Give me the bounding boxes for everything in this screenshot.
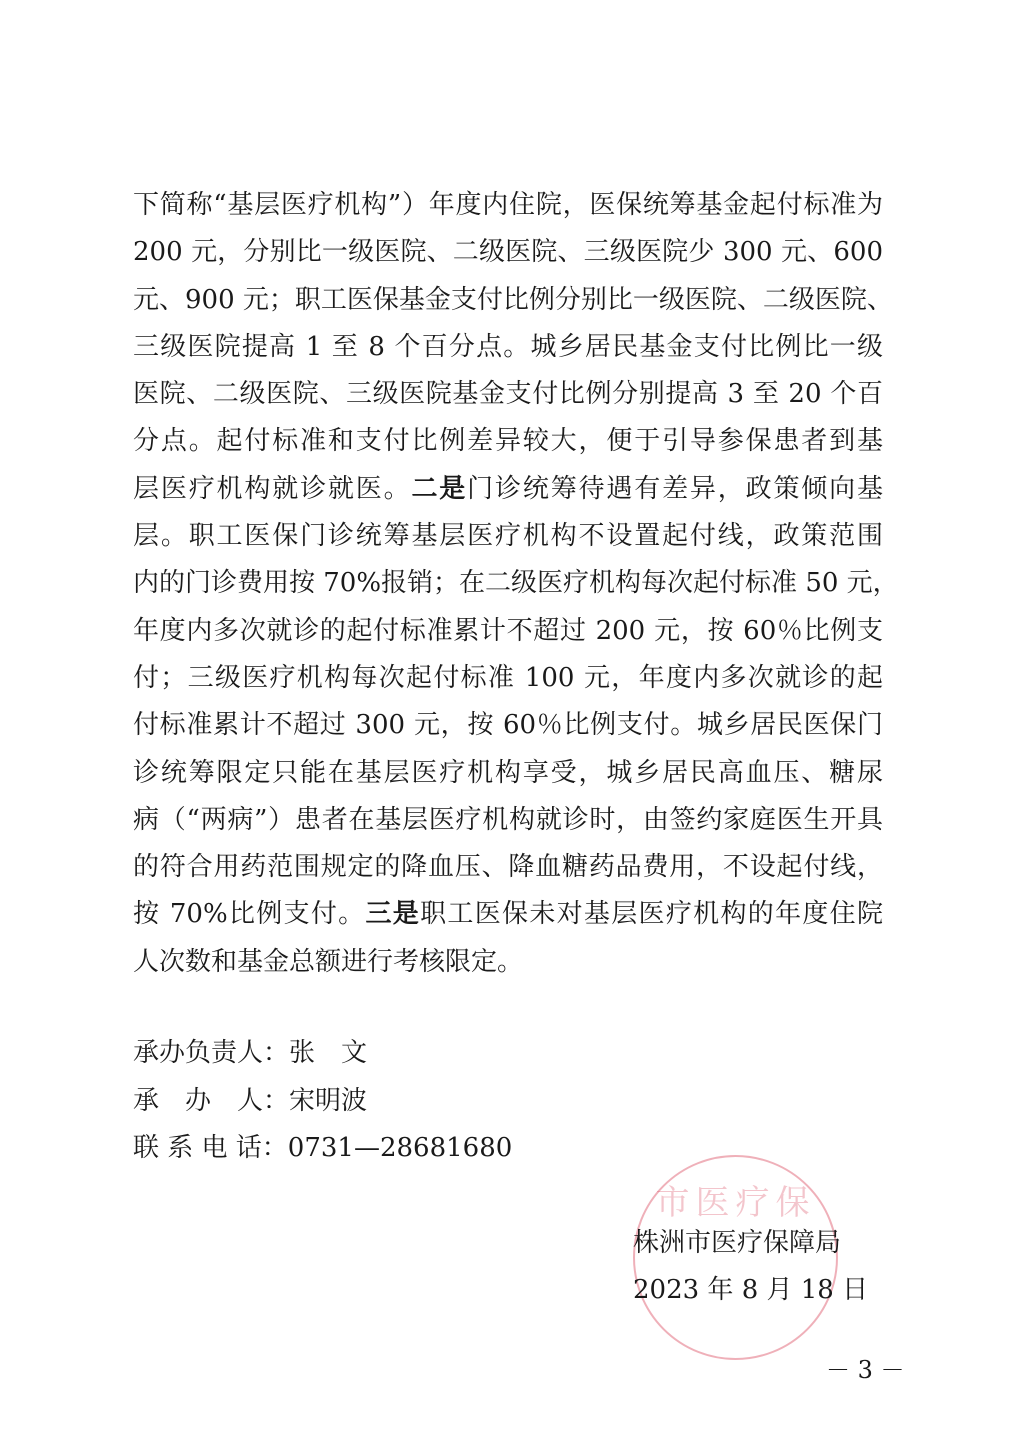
text-line (133, 182, 883, 229)
text-line (133, 324, 883, 371)
text-segment: 200 元，分别比一级医院、二级医院、三级医院少 300 元、600 (133, 237, 883, 268)
text-segment: 医院、二级医院、三级医院基金支付比例分别提高 3 至 20 个百 (133, 379, 883, 410)
text-segment: 付；三级医疗机构每次起付标准 100 元，年度内多次就诊的起 (133, 662, 883, 693)
phone-label: 联 系 电 话： (133, 1133, 288, 1163)
text-line (133, 891, 883, 938)
text-segment: 分点。起付标准和支付比例差异较大，便于引导参保患者到基 (133, 426, 883, 457)
bold-heading-text: 三是 (365, 899, 421, 930)
text-segment: 元、900 元；职工医保基金支付比例分别比一级医院、二级医院、 (133, 284, 893, 315)
text-segment: 三级医院提高 1 至 8 个百分点。城乡居民基金支付比例比一级 (133, 331, 883, 362)
text-segment: 病（“两病”）患者在基层医疗机构就诊时，由签约家庭医生开具 (133, 804, 883, 835)
text-segment: 内的门诊费用按 70%报销；在二级医疗机构每次起付标准 50 元， (133, 568, 899, 599)
text-line (133, 797, 883, 844)
text-line (133, 702, 883, 749)
text-segment: 诊统筹限定只能在基层医疗机构享受，城乡居民高血压、糖尿 (133, 757, 883, 788)
issuing-organization: 株洲市医疗保障局 (633, 1228, 842, 1258)
handler (133, 1078, 512, 1126)
text-line (133, 371, 883, 418)
handler-label: 承 办 人： (133, 1085, 290, 1116)
phone (133, 1125, 512, 1173)
responsible-name: 张 文 (289, 1038, 368, 1068)
text-line (133, 750, 883, 797)
text-segment: 付标准累计不超过 300 元，按 60％比例支付。城乡居民医保门 (133, 710, 883, 741)
text-line (133, 844, 883, 891)
stamp-text: 市医疗保 (655, 1183, 816, 1223)
text-line (133, 229, 883, 276)
text-line (133, 418, 883, 465)
text-line (133, 608, 883, 655)
text-segment: 人次数和基金总额进行考核限定。 (133, 946, 524, 977)
responsible-person (133, 1030, 512, 1078)
text-line (133, 277, 893, 324)
text-segment: 层。职工医保门诊统筹基层医疗机构不设置起付线，政策范围 (133, 521, 883, 552)
issue-date: 2023 年 8 月 18 日 (633, 1275, 869, 1305)
responsible-label: 承办负责人： (133, 1038, 290, 1068)
text-line (133, 939, 883, 986)
text-segment: 层医疗机构就诊就医。 (133, 473, 412, 504)
text-line (133, 466, 883, 513)
page-number: － 3 － (826, 1356, 905, 1384)
text-segment: 门诊统筹待遇有差异，政策倾向基 (467, 473, 883, 504)
contact-block (133, 1030, 512, 1173)
bold-heading-text: 二是 (411, 473, 468, 504)
text-line (133, 513, 883, 560)
body-text (133, 182, 899, 986)
phone-number: 0731—28681680 (287, 1133, 513, 1163)
text-segment: 的符合用药范围规定的降血压、降血糖药品费用，不设起付线， (133, 852, 883, 883)
handler-name: 宋明波 (289, 1085, 368, 1116)
text-segment: 下简称“基层医疗机构”）年度内住院，医保统筹基金起付标准为 (133, 190, 883, 220)
text-segment: 按 70%比例支付。 (133, 899, 366, 930)
text-segment: 年度内多次就诊的起付标准累计不超过 200 元，按 60％比例支 (133, 615, 883, 646)
text-segment: 职工医保未对基层医疗机构的年度住院 (420, 899, 883, 930)
text-line (133, 655, 883, 702)
text-line (133, 560, 899, 607)
